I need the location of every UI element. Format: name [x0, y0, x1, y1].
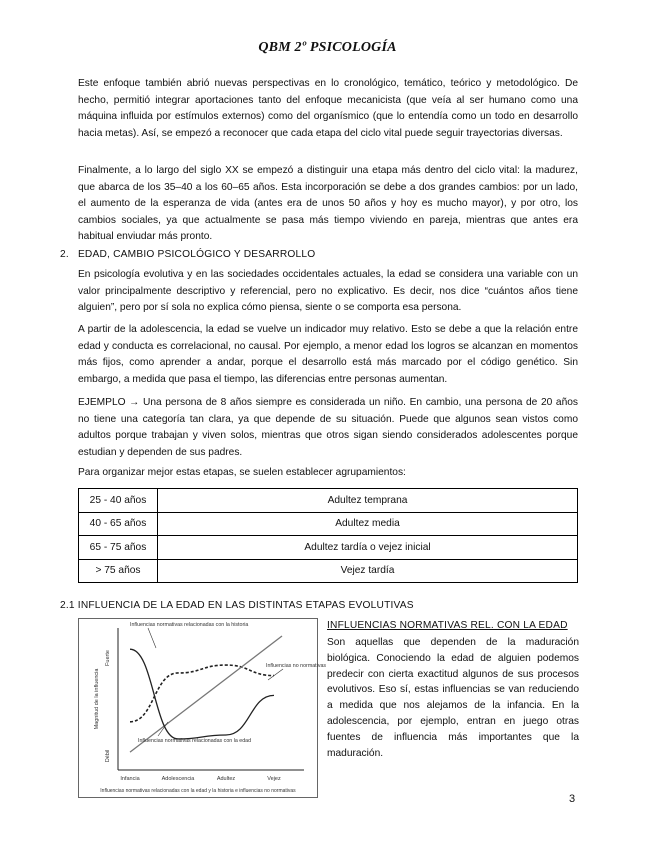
section-2-paragraph-4: Para organizar mejor estas etapas, se suelen establecer agrupamientos: [78, 467, 406, 478]
table-cell-stage: Adultez media [158, 512, 578, 536]
normative-influences-text: Son aquellas que dependen de la maduración biológica. Conociendo la edad de alguien podemos predecir con cierta exactitud algunos de sus procesos evolutivos. Eso sí, estas influencias se van reduciendo a medida que nos alejamos de la infancia. En la adolescencia, por ejemplo, entran en juego otras fuentes de influencia más importantes que la maduración. [327, 637, 579, 759]
y-tick-strong: Fuerte [105, 650, 111, 666]
influence-chart [78, 618, 327, 798]
x-tick-label: Infancia [120, 776, 140, 782]
age-groups-table [78, 488, 578, 583]
legend-non-normative: Influencias no normativas [266, 663, 327, 669]
section-2-paragraph-2: A partir de la adolescencia, la edad se vuelve un indicador muy relativo. Esto se debe a que la relación entre edad y conducta es correlacional, no causal. Por ejemplo, a menor edad los logros se alcanzan en momentos más fijos, como aprender a andar, porque el desarrollo está más marcado por el código genético. Sin embargo, a medida que pasa el tiempo, las diferencias entre personas aumentan. [78, 324, 578, 385]
section-2-title: EDAD, CAMBIO PSICOLÓGICO Y DESARROLLO [77, 249, 316, 260]
table-cell-age: 25 - 40 años [79, 489, 158, 513]
x-tick-label: Adultez [216, 776, 236, 782]
section-2-paragraph-1: En psicología evolutiva y en las sociedades occidentales actuales, la edad se considera una variable con un valor principalmente descriptivo y referencial, pero no explicativo. Es decir, nos dice “cuántos años tiene alguien”, pero por sí sola no explica cómo piensa, siente o se comporta esa persona. [78, 269, 578, 313]
chart-frame [79, 619, 318, 798]
section-2-1-heading: 2.1 INFLUENCIA DE LA EDAD EN LAS DISTINTAS ETAPAS EVOLUTIVAS [60, 600, 414, 611]
section-2-heading [60, 249, 315, 260]
chart-caption: Influencias normativas relacionadas con la edad y la historia e influencias no normativas [100, 788, 296, 794]
intro-paragraph-1: Este enfoque también abrió nuevas perspectivas en lo cronológico, temático, teórico y metodológico. De hecho, permitió integrar aportaciones tanto del enfoque mecanicista (que veía al ser humano como una máquina influida por estímulos externos) como del organísmico (que lo entendía como un todo en desarrollo hacia metas). Así, se empezó a reconocer que cada etapa del ciclo vital puede seguir trayectorias diversas. [78, 78, 578, 139]
section-2-number: 2. [60, 249, 69, 260]
normative-influences-title: INFLUENCIAS NORMATIVAS REL. CON LA EDAD [327, 620, 568, 631]
intro-paragraph-2: Finalmente, a lo largo del siglo XX se empezó a distinguir una etapa más dentro del ciclo vital: la madurez, que abarca de los 35–40 a los 60–65 años. Esta incorporación se debe a dos grandes cambios: por un lado, el aumento de la esperanza de vida (antes era de unos 50 años y hoy es mucho mayor), y por otro, los cambios sociales, ya que actualmente se pasa más tiempo viviendo en pareja, mientras que antes era habitual enviudar más pronto. [78, 165, 578, 242]
table-cell-age: 40 - 65 años [79, 512, 158, 536]
table-cell-age: 65 - 75 años [79, 536, 158, 560]
section-2-paragraph-3: EJEMPLO → Una persona de 8 años siempre es considerada un niño. En cambio, una persona de 20 años no tiene una categoría tan clara, ya que depende de su situación. Puede que algunos sean vistos como adultos porque trabajan y viven solos, mientras que otros sigan siendo considerados adolescentes porque estudian y dependen de sus padres. [78, 397, 578, 458]
table-cell-stage: Adultez temprana [158, 489, 578, 513]
table-row [79, 489, 578, 513]
page-title: QBM 2º PSICOLOGÍA [258, 40, 397, 55]
legend-age: Influencias normativas relacionadas con la edad [138, 738, 252, 744]
legend-history: Influencias normativas relacionadas con la historia [130, 622, 249, 628]
page-number: 3 [569, 793, 576, 805]
y-axis-label: Magnitud de la influencia [94, 668, 100, 730]
y-tick-weak: Débil [105, 749, 111, 763]
table-row [79, 512, 578, 536]
table-row [79, 559, 578, 583]
x-tick-label: Vejez [267, 776, 281, 782]
x-tick-label: Adolescencia [161, 776, 195, 782]
table-cell-stage: Vejez tardía [158, 559, 578, 583]
table-cell-stage: Adultez tardía o vejez inicial [158, 536, 578, 560]
table-cell-age: > 75 años [79, 559, 158, 583]
table-row [79, 536, 578, 560]
